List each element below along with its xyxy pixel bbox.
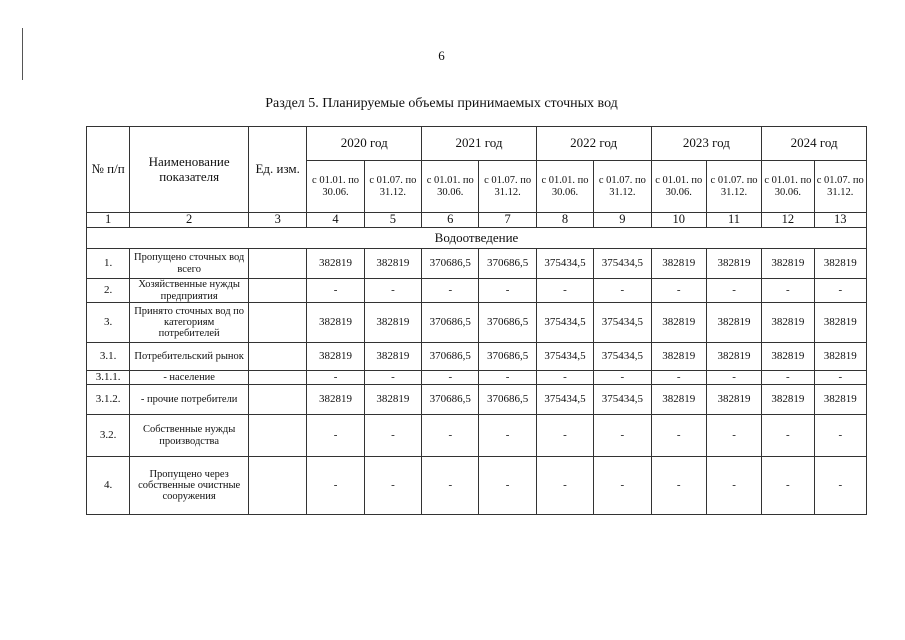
value-cell: 370686,5: [422, 385, 479, 415]
column-number: 10: [651, 213, 706, 228]
value-cell: 382819: [364, 385, 421, 415]
value-cell: -: [814, 371, 866, 385]
column-number: 6: [422, 213, 479, 228]
value-cell: -: [814, 457, 866, 515]
value-cell: -: [594, 279, 651, 303]
column-number: 4: [307, 213, 364, 228]
table-row: [87, 303, 867, 343]
value-cell: 382819: [762, 385, 814, 415]
value-cell: 382819: [814, 343, 866, 371]
value-cell: -: [706, 457, 761, 515]
header-year: 2020 год: [307, 127, 422, 161]
header-period: с 01.07. по 31.12.: [594, 161, 651, 213]
value-cell: 375434,5: [594, 249, 651, 279]
row-unit: [249, 279, 307, 303]
column-number: 12: [762, 213, 814, 228]
value-cell: -: [307, 279, 364, 303]
value-cell: 370686,5: [479, 385, 536, 415]
header-period: с 01.07. по 31.12.: [706, 161, 761, 213]
value-cell: -: [651, 415, 706, 457]
header-name: Наименование показателя: [130, 127, 249, 213]
column-number: 7: [479, 213, 536, 228]
value-cell: 382819: [706, 343, 761, 371]
column-number: 13: [814, 213, 866, 228]
value-cell: 370686,5: [479, 249, 536, 279]
row-name: Пропущено через собственные очистные сооружения: [130, 457, 249, 515]
value-cell: 382819: [651, 249, 706, 279]
value-cell: 382819: [706, 249, 761, 279]
row-unit: [249, 415, 307, 457]
column-number: 5: [364, 213, 421, 228]
header-period: с 01.07. по 31.12.: [814, 161, 866, 213]
value-cell: 382819: [814, 385, 866, 415]
value-cell: -: [364, 457, 421, 515]
table-row: [87, 343, 867, 371]
header-period: с 01.01. по 30.06.: [651, 161, 706, 213]
row-number: 2.: [87, 279, 130, 303]
value-cell: 382819: [364, 303, 421, 343]
value-cell: 370686,5: [422, 303, 479, 343]
row-number: 3.1.2.: [87, 385, 130, 415]
header-year: 2024 год: [762, 127, 867, 161]
value-cell: 382819: [651, 343, 706, 371]
value-cell: -: [594, 415, 651, 457]
row-number: 4.: [87, 457, 130, 515]
page-number: 6: [438, 48, 445, 63]
header-unit: Ед. изм.: [249, 127, 307, 213]
row-name: Хозяйственные нужды предприятия: [130, 279, 249, 303]
value-cell: 382819: [307, 343, 364, 371]
value-cell: -: [479, 457, 536, 515]
value-cell: -: [814, 279, 866, 303]
row-name: Потребительский рынок: [130, 343, 249, 371]
value-cell: 370686,5: [422, 249, 479, 279]
value-cell: 382819: [762, 249, 814, 279]
row-name: Собственные нужды производства: [130, 415, 249, 457]
value-cell: 375434,5: [536, 385, 593, 415]
value-cell: 370686,5: [479, 343, 536, 371]
value-cell: -: [364, 371, 421, 385]
value-cell: 382819: [307, 385, 364, 415]
value-cell: -: [536, 279, 593, 303]
value-cell: -: [422, 415, 479, 457]
value-cell: 370686,5: [479, 303, 536, 343]
value-cell: -: [307, 371, 364, 385]
value-cell: -: [479, 279, 536, 303]
value-cell: -: [706, 415, 761, 457]
value-cell: -: [364, 279, 421, 303]
row-name: Принято сточных вод по категориям потребителей: [130, 303, 249, 343]
value-cell: -: [307, 457, 364, 515]
value-cell: -: [479, 415, 536, 457]
value-cell: -: [762, 415, 814, 457]
value-cell: -: [706, 279, 761, 303]
column-number: 2: [130, 213, 249, 228]
table-row: [87, 371, 867, 385]
row-number: 3.1.: [87, 343, 130, 371]
value-cell: -: [422, 279, 479, 303]
header-period: с 01.07. по 31.12.: [479, 161, 536, 213]
value-cell: -: [364, 415, 421, 457]
value-cell: 382819: [307, 303, 364, 343]
row-unit: [249, 249, 307, 279]
section-label: Водоотведение: [87, 228, 867, 249]
column-number: 11: [706, 213, 761, 228]
value-cell: 375434,5: [536, 249, 593, 279]
header-num: № п/п: [87, 127, 130, 213]
row-name: - население: [130, 371, 249, 385]
row-number: 3.2.: [87, 415, 130, 457]
header-period: с 01.01. по 30.06.: [536, 161, 593, 213]
value-cell: 382819: [307, 249, 364, 279]
value-cell: 382819: [364, 343, 421, 371]
row-name: - прочие потребители: [130, 385, 249, 415]
value-cell: 382819: [814, 303, 866, 343]
value-cell: 382819: [762, 303, 814, 343]
value-cell: 382819: [706, 385, 761, 415]
header-period: с 01.01. по 30.06.: [762, 161, 814, 213]
row-number: 1.: [87, 249, 130, 279]
value-cell: -: [479, 371, 536, 385]
row-unit: [249, 457, 307, 515]
value-cell: 375434,5: [594, 385, 651, 415]
value-cell: 382819: [814, 249, 866, 279]
row-number: 3.1.1.: [87, 371, 130, 385]
value-cell: 382819: [762, 343, 814, 371]
column-number: 3: [249, 213, 307, 228]
column-number: 1: [87, 213, 130, 228]
row-number: 3.: [87, 303, 130, 343]
header-year: 2021 год: [422, 127, 537, 161]
value-cell: 375434,5: [536, 343, 593, 371]
header-period: с 01.01. по 30.06.: [422, 161, 479, 213]
value-cell: -: [536, 415, 593, 457]
table-row: [87, 279, 867, 303]
value-cell: -: [536, 371, 593, 385]
value-cell: 375434,5: [536, 303, 593, 343]
table-row: [87, 415, 867, 457]
value-cell: -: [307, 415, 364, 457]
header-year: 2022 год: [536, 127, 651, 161]
row-unit: [249, 371, 307, 385]
column-number: 8: [536, 213, 593, 228]
row-unit: [249, 303, 307, 343]
header-period: с 01.07. по 31.12.: [364, 161, 421, 213]
value-cell: -: [762, 279, 814, 303]
section-title: Раздел 5. Планируемые объемы принимаемых сточных вод: [265, 96, 618, 111]
value-cell: -: [594, 371, 651, 385]
table-row: [87, 457, 867, 515]
value-cell: -: [651, 371, 706, 385]
header-row-years: [87, 127, 867, 161]
value-cell: -: [706, 371, 761, 385]
row-unit: [249, 385, 307, 415]
value-cell: -: [651, 279, 706, 303]
header-period: с 01.01. по 30.06.: [307, 161, 364, 213]
column-number: 9: [594, 213, 651, 228]
value-cell: -: [422, 371, 479, 385]
column-number-row: [87, 213, 867, 228]
row-name: Пропущено сточных вод всего: [130, 249, 249, 279]
value-cell: -: [594, 457, 651, 515]
value-cell: 382819: [651, 303, 706, 343]
value-cell: 370686,5: [422, 343, 479, 371]
table-row: [87, 249, 867, 279]
value-cell: -: [422, 457, 479, 515]
section-row: [87, 228, 867, 249]
value-cell: -: [814, 415, 866, 457]
header-year: 2023 год: [651, 127, 762, 161]
value-cell: -: [651, 457, 706, 515]
value-cell: 375434,5: [594, 303, 651, 343]
row-unit: [249, 343, 307, 371]
value-cell: 375434,5: [594, 343, 651, 371]
value-cell: 382819: [364, 249, 421, 279]
value-cell: 382819: [706, 303, 761, 343]
planned-volumes-table: [86, 126, 867, 515]
value-cell: -: [762, 457, 814, 515]
table-row: [87, 385, 867, 415]
value-cell: -: [536, 457, 593, 515]
value-cell: -: [762, 371, 814, 385]
value-cell: 382819: [651, 385, 706, 415]
